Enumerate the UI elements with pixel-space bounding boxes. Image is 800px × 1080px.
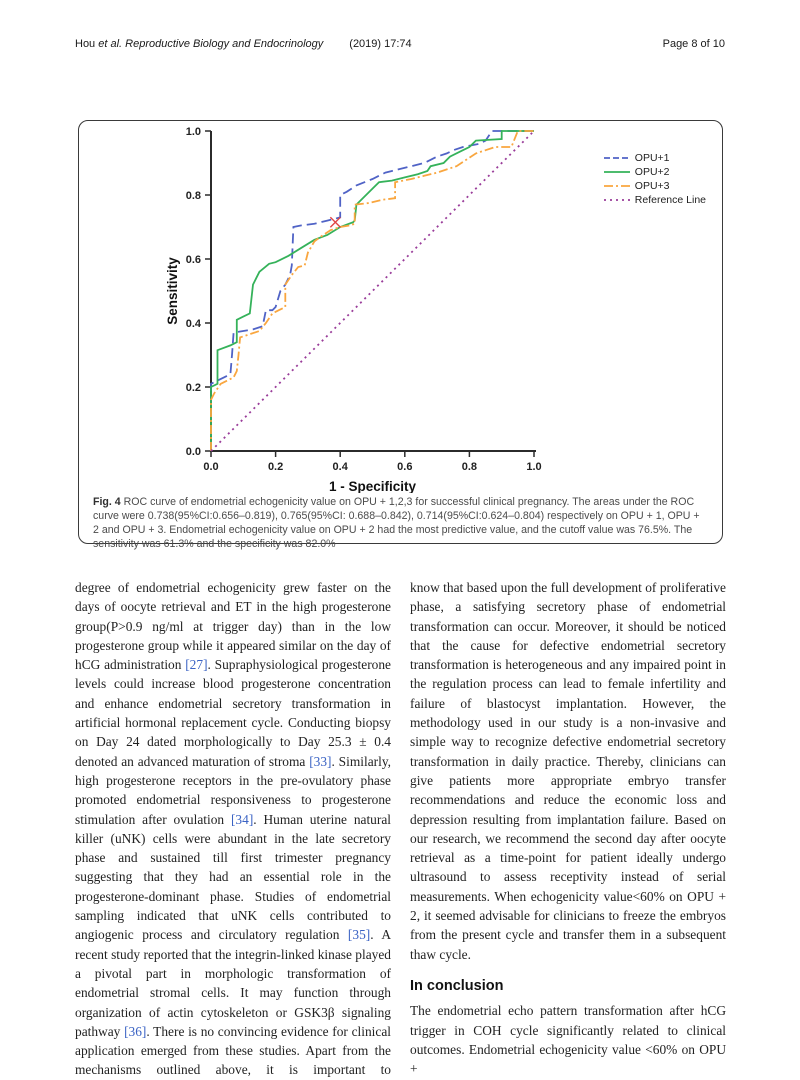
header-authors: Hou xyxy=(75,38,99,50)
citation-34[interactable]: [34] xyxy=(230,811,254,827)
text-segment: . Supraphysiological progesterone levels could increase blood progesterone concentration and enhance endometrial secretory transformation in artificial hormonal replacement cycle. Conducting biopsy on Day 24 dated morphologically to Day 25.3 ± 0.4 denoted an advanced maturation of stroma xyxy=(75,657,391,769)
running-header xyxy=(75,38,725,50)
legend-item-opu-2 xyxy=(604,165,706,179)
legend-label: OPU+1 xyxy=(634,152,670,164)
x-tick-label: 0.2 xyxy=(267,461,284,473)
x-tick-label: 0.8 xyxy=(461,461,478,473)
figure-caption-text: ROC curve of endometrial echogenicity value on OPU + 1,2,3 for successful clinical pregnancy. The areas under the ROC curve were 0.738(95%CI:0.656–0.819), 0.765(95%CI: 0.688–0.842), 0.714(95%CI:0.624–0.804) respectively on OPU + 1, OPU + 2 and OPU + 3. Endometrial echogenicity value on OPU + 2 had the most predictive value, and the cutoff value was 76.5%. The sensitivity was 61.3% and the specificity was 82.0% xyxy=(93,496,700,550)
body-column-left xyxy=(75,578,391,1080)
citation-35[interactable]: [35] xyxy=(347,927,371,943)
y-tick-label: 0.4 xyxy=(185,318,201,330)
legend-line-sample xyxy=(604,154,630,162)
y-tick-label: 0.2 xyxy=(185,382,201,394)
legend-item-opu-3 xyxy=(604,179,706,193)
text-segment: degree of endometrial echogenicity grew faster on the days of oocyte retrieval and ET in the high progesterone group(P>0.9 ng/ml at trigger day) than in the low progesterone group while it appeared similar on the day of hCG administration xyxy=(75,580,391,673)
legend-item-opu-1 xyxy=(604,151,706,165)
y-tick-label: 0.8 xyxy=(185,190,201,202)
figure-4-box xyxy=(78,120,723,550)
legend-label: Reference Line xyxy=(634,194,706,206)
body-column-right xyxy=(410,578,726,1078)
header-page-number: Page 8 of 10 xyxy=(662,38,725,50)
x-tick-label: 1.0 xyxy=(526,461,542,473)
series-opu-1 xyxy=(211,131,534,451)
header-volume: (2019) 17:74 xyxy=(349,38,412,50)
text-segment: . There is no convincing evidence for clinical application emerged from these studies. Apart from the mechanisms outlined above, it is important to xyxy=(75,1023,391,1078)
y-tick-label: 0.0 xyxy=(185,446,201,458)
citation-27[interactable]: [27] xyxy=(185,657,208,673)
citation-36[interactable]: [36] xyxy=(124,1023,147,1039)
section-heading-in-conclusion: In conclusion xyxy=(410,977,504,994)
text-segment: . Similarly, high progesterone receptors in the pre-ovulatory phase promoted endometrial responsiveness to progesterone stimulation after ovulation xyxy=(75,753,391,827)
paragraph-discussion-right: know that based upon the full development of proliferative phase, a satisfying secretory phase of endometrial transformation can occur. Moreover, it should be noticed that the cause for defective endometrial secretory transformation is heterogeneous and any impaired point in the regulation process can lead to female infertility and failure of blastocyst implantation. However, the methodology used in our study is a non-invasive and simple way to recognize defective endometrial secretory transformation in daily practice. Thereby, clinicians can give patients more appropriate embryo transfer recommendations and reduce the economic loss and depression resulting from implantation failure. Based on our research, we recommend the second day after oocyte retrieval as a time-point for patient ideally undergo ultrasound to assess receptivity instead of serial measurements. When echogenicity value<60% on OPU + 2, it seemed advisable for clinicians to freeze the embryos from the present cycle and transfer them in a subsequent thaw cycle. xyxy=(410,580,726,962)
y-axis-title: Sensitivity xyxy=(165,257,180,325)
figure-caption-label: Fig. 4 xyxy=(93,496,121,508)
x-tick-label: 0.0 xyxy=(203,461,219,473)
legend-line-sample xyxy=(604,196,630,204)
text-segment: . A recent study reported that the integrin-linked kinase played a pivotal part in morphologic transformation of endometrial stromal cells. It may function through organization of actin cytoskeleton or GSK3β signaling pathway xyxy=(75,927,391,1039)
header-citation xyxy=(75,38,412,50)
figure-caption xyxy=(79,493,722,551)
citation-33[interactable]: [33] xyxy=(309,753,332,769)
x-tick-label: 0.6 xyxy=(397,461,413,473)
legend-label: OPU+2 xyxy=(634,166,670,178)
legend-line-sample xyxy=(604,182,630,190)
chart-legend xyxy=(604,151,706,207)
x-tick-label: 0.4 xyxy=(332,461,348,473)
legend-line-sample xyxy=(604,168,630,176)
paragraph-conclusion: The endometrial echo pattern transformation after hCG trigger in COH cycle significantly related to clinical outcomes. Endometrial echogenicity value <60% on OPU + xyxy=(410,1003,726,1077)
y-tick-label: 1.0 xyxy=(185,126,201,138)
header-journal: et al. Reproductive Biology and Endocrinology xyxy=(98,38,324,50)
y-tick-label: 0.6 xyxy=(185,254,201,266)
x-axis-title: 1 - Specificity xyxy=(328,479,417,493)
paragraph-discussion-left xyxy=(75,578,391,1080)
text-segment: . Human uterine natural killer (uNK) cells were abundant in the late secretory phase and sustained till first trimester pregnancy suggesting that they had an essential role in the progesterone-dominant phase. Studies of endometrial sampling indicated that uNK cells contributed to angiogenic process and circulatory regulation xyxy=(75,811,391,943)
legend-item-reference-line xyxy=(604,193,706,207)
legend-label: OPU+3 xyxy=(634,180,670,192)
